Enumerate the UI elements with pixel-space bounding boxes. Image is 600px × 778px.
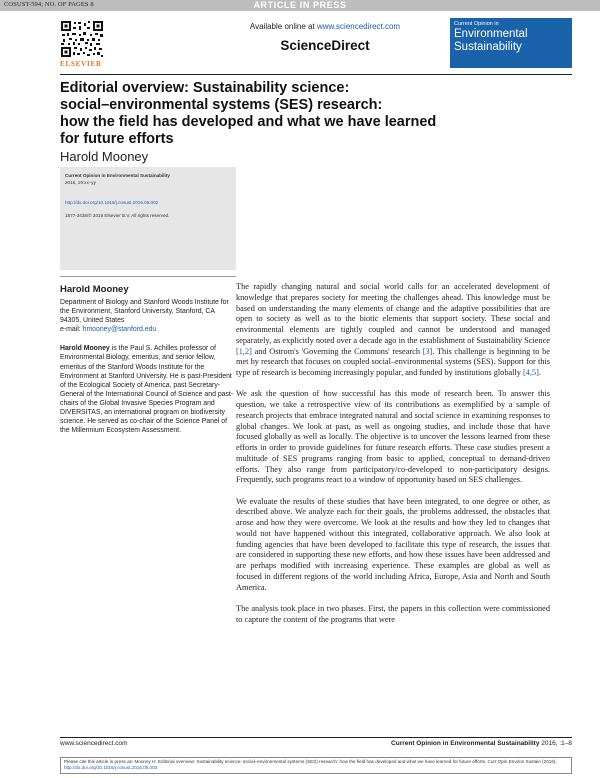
- footer-pages: 2016, :1–8: [539, 740, 572, 747]
- qr-code-icon[interactable]: [60, 20, 104, 58]
- footer-journal-info: [391, 740, 572, 747]
- sciencedirect-logo: ScienceDirect: [280, 38, 370, 53]
- available-prefix: Available online at: [249, 22, 315, 31]
- journal-cover: [450, 18, 572, 68]
- title-line-2: social–environmental systems (SES) research:: [60, 97, 383, 113]
- info-volume: 2016, 19:xx–yy: [65, 179, 96, 185]
- cover-line-3: Sustainability: [454, 41, 522, 53]
- bio-name: Harold Mooney: [60, 345, 110, 353]
- author-affiliation: Department of Biology and Stanford Woods Institute for the Environment, Stanford University, Stanford, CA 94305, United States: [60, 299, 229, 325]
- title-line-3: how the field has developed and what we have learned: [60, 114, 437, 130]
- cover-line-2: Environmental: [454, 28, 528, 40]
- author-sidebar: [60, 284, 236, 435]
- article-title: [60, 80, 560, 148]
- paragraph-4: The analysis took place in two phases. First, the papers in this collection were commissioned to capture the content of the programs that were: [236, 603, 550, 624]
- cover-line-1: Current Opinion in: [454, 21, 499, 27]
- article-in-press-banner: [0, 0, 600, 11]
- paragraph-1: [236, 282, 550, 379]
- p1-text-c: . This challenge is beginning to be met by research that focuses on coupled social–environmental systems (SES). Support for this type of research is becoming increasingly popular, and funded by institutions globally: [236, 346, 550, 377]
- info-doi-link[interactable]: http://dx.doi.org/10.1016/j.cosust.2016.05.002: [65, 200, 159, 206]
- paragraph-3: We evaluate the results of these studies that have been integrated, to one degree or other, as described above. We analyze each for their goals, the problems addressed, the obstacles that arose and how they were overcome. We look at the results and how they led to changes that would not have happened without this integrated, collaborative approach. We also look at funding agencies that have been developed to facilitate this type of research, the issues that are considered in supporting these new efforts, and how these issues have been addressed and are perhaps modified with increasing experience. These examples are global as well as focused in different regions of the world including Africa, Europe, Asia and North and South America.: [236, 496, 550, 592]
- footer-website[interactable]: www.sciencedirect.com: [60, 740, 128, 747]
- p1-text-b: and Ostrom's 'Governing the Commons' research: [251, 346, 423, 356]
- cite-text: Please cite this article in press as: Mooney H: Editorial overview: Sustainability science: social–environmental systems (SES) research: how the field has developed and what we have learned for future efforts, Curr Opin Environ Sustain (2016),: [64, 759, 557, 764]
- author-bio: [60, 344, 236, 435]
- banner-label: ARTICLE IN PRESS: [253, 0, 347, 10]
- sidebar-divider: [60, 276, 236, 277]
- sciencedirect-link[interactable]: www.sciencedirect.com: [316, 22, 401, 31]
- email-label: e-mail:: [60, 326, 81, 334]
- footer-journal: Current Opinion in Environmental Sustainability: [391, 740, 540, 747]
- citation-notice: [60, 757, 572, 774]
- author-email-link[interactable]: hmooney@stanford.edu: [82, 326, 157, 334]
- citation-ref-1-2[interactable]: [1,2]: [236, 346, 252, 356]
- citation-ref-4-5[interactable]: [4,5]: [523, 368, 539, 377]
- sidebar-author-name: Harold Mooney: [60, 284, 129, 295]
- p1-text-d: .: [538, 368, 541, 377]
- bio-text: is the Paul S. Achilles professor of Environmental Biology, emeritus, and senior fellow, emeritus of the Stanford Woods Institute for the Environment at Stanford University. He is past-President of the Ecological Society of America, past Secretary-General of the International Council of Science and past-chairs of the Global Invasive Species Program and DIVERSITAS, an international program on biodiversity science. He served as co-chair of the Science Panel of the Millennium Ecosystem Assessment.: [60, 345, 234, 435]
- info-journal: Current Opinion in Environmental Sustainability: [65, 173, 170, 178]
- elsevier-logo: ELSEVIER: [60, 60, 102, 68]
- footer-divider: [60, 737, 572, 738]
- author-email-line: [60, 325, 236, 334]
- title-line-4: for future efforts: [60, 131, 174, 147]
- availability-line: [200, 22, 450, 31]
- article-author: Harold Mooney: [60, 149, 149, 164]
- p1-text-a: The rapidly changing natural and social world calls for an accelerated development of knowledge that prepares society for meeting the challenges ahead. This knowledge must be based on understanding the many elements of change and the adaptive possibilities that are open to society as well as to the biotic elements that support society. These social and environmental elements are tightly coupled and cannot be understood and managed separately, as explicitly noted over a decade ago in the establishment of Sustainability Science: [236, 282, 550, 345]
- paragraph-2: We ask the question of how successful has this mode of research been. To answer this question, we take a retrospective view of its contributions as exemplified by a sample of research projects that embrace integrated natural and social science in examining responses to global changes. We look at past, as well as ongoing studies, and include those that have focused globally as well as locally. The objective is to uncover the lessons learned from these efforts in order to provide guidelines for future research efforts. These case studies present a multitude of SES programs ranging from basic to applied, conceptual to demand-driven efforts. They also range from participatory/co-developed to non-participatory designs. Frequently, such programs react to a window of opportunity based on SES challenges.: [236, 389, 550, 485]
- article-info-box: [60, 167, 236, 270]
- info-copyright: 1877-3435/© 2016 Elsevier B.V. All rights reserved.: [65, 212, 170, 218]
- article-body: [236, 282, 550, 636]
- cite-doi-link[interactable]: http://dx.doi.org/10.1016/j.cosust.2016.05.002: [64, 765, 158, 770]
- title-line-1: Editorial overview: Sustainability science:: [60, 80, 350, 96]
- manuscript-id: COSUST-594; NO. OF PAGES 8: [4, 1, 94, 8]
- citation-ref-3[interactable]: [3]: [422, 346, 433, 356]
- header-divider: [60, 74, 572, 75]
